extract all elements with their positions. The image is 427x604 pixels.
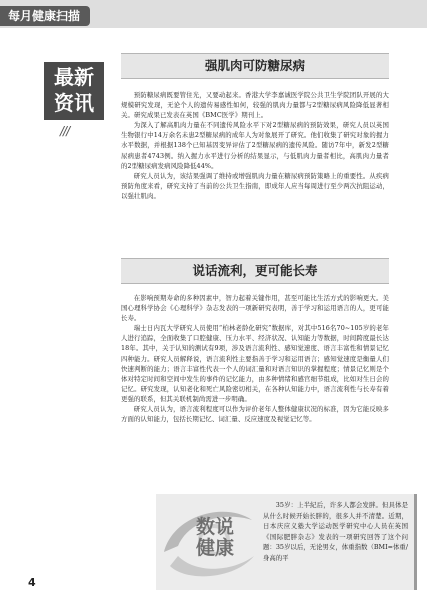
decorative-slashes-icon: /// (60, 124, 70, 138)
data-health-paragraph: 35岁：上半紀后，许多人都会发胖。但具体是从什么时候开始长胖的，很多人并不清楚。近期，日本庆应义塾大学运动医学研究中心人员在英国《国际肥胖杂志》发表的一项研究回答了这个问题：35岁以后，无论男女，体重指数（BMI=体重/身高的平 (263, 501, 408, 562)
page-number: 4 (28, 576, 36, 589)
article2-title: 说话流利，更可能长寿 (121, 258, 389, 284)
article1-paragraph: 预防糖尿病既要管住光，又要动起来。香港大学李嘉诚医学院公共卫生学院团队开展的大规模研究发现，无论个人的遗传易感性如何，较强的肌肉力量都与2型糖尿病风险降低显著相关。研究成果已发表在英国《BMC医学》期刊上。 (121, 91, 389, 120)
article2-paragraph: 在影响预期寿命的多种因素中，智力起着关键作用，甚至可能比生活方式的影响更大。美国心理科学协会《心理科学》杂志发表的一项新研究表明，善于学习和运用语言的人，更可能长寿。 (121, 294, 389, 323)
article2-paragraph: 研究人员认为，语言流利程度可以作为评价老年人整体健康状况的标准，因为它能反映多方面的认知能力，包括长期记忆、词汇量、反应速度及视觉记忆等。 (121, 405, 389, 424)
article2-paragraph: 瑞士日内瓦大学研究人员使用“柏林老龄化研究”数据库，对其中516名70~105岁的老年人进行追踪，全面收集了口腔健康、压力水平、经济状况、认知能力等数据，时间跨度最长达18年。其中，关于认知的测试有9项，涉及语言流利性、感知觉速度、语言丰富性和情景记忆四种能力。研究人员解释说，语言流利性主要指善于学习和运用语言；感知觉速度是衡量人们快速判断的能力；语言丰富性代表一个人的词汇量和对语言知识的掌握程度；情景记忆则是个体对特定时间和空间中发生的事件的记忆能力，由多种情绪和感官细节组成，比如对生日会的记忆。研究发现，认知老化和死亡风险密切相关，在各种认知能力中，语言流利性与长寿有着更强的联系，但其关联机制尚需进一步明确。 (121, 324, 389, 403)
latest-news-label (44, 62, 104, 120)
data-health-label (196, 517, 234, 559)
article2-body (121, 293, 389, 424)
side-rule (414, 494, 417, 590)
news-label-line1: 最新 (54, 65, 94, 89)
article1-title: 强肌肉可防糖尿病 (121, 53, 389, 79)
data-health-line1: 数说 (196, 516, 235, 538)
article1-body (121, 90, 389, 201)
article-fluent-speech (121, 258, 389, 424)
data-health-line2: 健康 (196, 537, 235, 559)
article-strong-muscles (121, 53, 389, 201)
section-tab: 每月健康扫描 (0, 6, 90, 26)
data-health-text (263, 500, 408, 564)
header-bar (0, 0, 427, 28)
article1-paragraph: 研究人员认为，该结果强调了维持或增强肌肉力量在糖尿病预防策略上的重要性。从疾病预防角度来看，研究支持了当前的公共卫生指南，即成年人应当每周进行至少两次抗阻运动，以强壮肌肉。 (121, 171, 389, 200)
news-label-line2: 资讯 (54, 91, 94, 115)
article1-paragraph: 为深入了解高肌肉力量在不同遗传风险水平下对2型糖尿病的预防效果，研究人员以英国生物银行中14万余名未患2型糖尿病的成年人为对象展开了研究。他们收集了研究对象的握力水平数据，并根据138个已知基因变异评估了2型糖尿病的遗传风险。随访7年中，新发2型糖尿病患者4743例。纳入握力水平进行分析的结果显示，与低肌肉力量者相比，高肌肉力量者的2型糖尿病发病风险降低44%。 (121, 121, 389, 170)
data-health-box (156, 494, 414, 590)
